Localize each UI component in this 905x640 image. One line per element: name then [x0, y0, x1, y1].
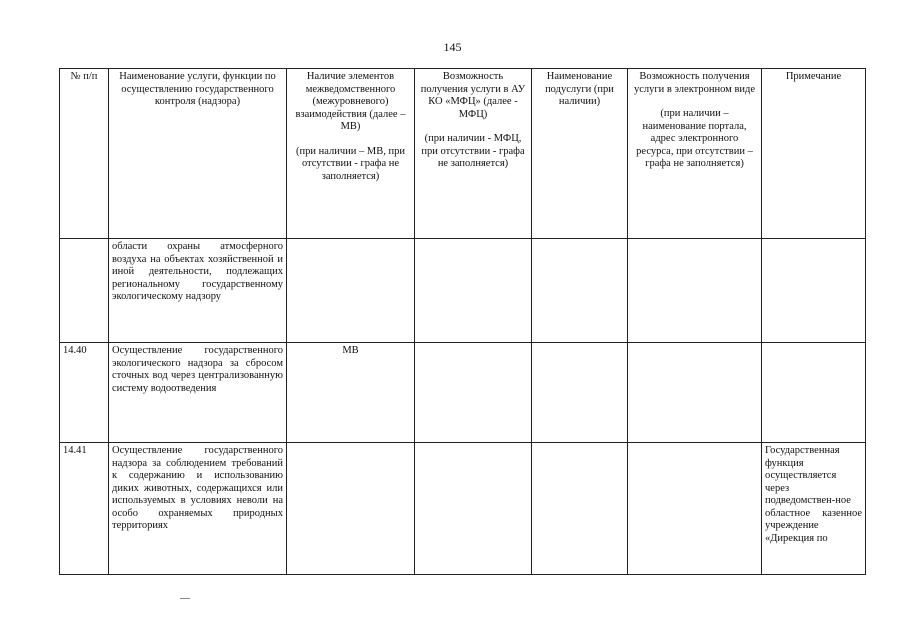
row-electronic	[628, 343, 762, 443]
row-interagency	[287, 239, 415, 343]
header-electronic	[628, 69, 762, 239]
header-mfc-main: Возможность получения услуги в АУ КО «МФЦ» (далее - МФЦ)	[420, 71, 526, 120]
header-note: Примечание	[762, 69, 866, 239]
header-interagency	[287, 69, 415, 239]
page-number: 145	[443, 40, 462, 54]
row-electronic	[628, 239, 762, 343]
table-row	[60, 343, 866, 443]
row-note: Государственная функция осуществляется через подведомствен-ное областное казенное учреждение «Дирекция по	[762, 443, 866, 575]
row-note	[762, 239, 866, 343]
row-subservice	[532, 443, 628, 575]
table-header-row	[60, 69, 866, 239]
header-mfc	[415, 69, 532, 239]
row-interagency	[287, 443, 415, 575]
row-number: 14.41	[60, 443, 109, 575]
header-interagency-note: (при наличии – МВ, при отсутствии - графа не заполняется)	[296, 145, 405, 182]
header-electronic-main: Возможность получения услуги в электронном виде	[633, 71, 756, 95]
row-note	[762, 343, 866, 443]
row-interagency: МВ	[287, 343, 415, 443]
table-row	[60, 443, 866, 575]
row-service-name: области охраны атмосферного воздуха на объектах хозяйственной и иной деятельности, подлежащих региональному государственному экологическому надзору	[109, 239, 287, 343]
row-subservice	[532, 343, 628, 443]
header-service-name: Наименование услуги, функции по осуществлению государственного контроля (надзора)	[109, 69, 287, 239]
row-number	[60, 239, 109, 343]
row-electronic	[628, 443, 762, 575]
row-mfc	[415, 343, 532, 443]
header-number: № п/п	[60, 69, 109, 239]
row-subservice	[532, 239, 628, 343]
table-row	[60, 239, 866, 343]
header-interagency-main: Наличие элементов межведомственного (межуровневого) взаимодействия (далее – МВ)	[295, 71, 406, 132]
row-service-name: Осуществление государственного экологического надзора за сбросом сточных вод через централизованную систему водоотведения	[109, 343, 287, 443]
row-service-name: Осуществление государственного надзора за соблюдением требований к содержанию и использованию диких животных, содержащихся или используемых в условиях неволи на особо охраняемых природных территориях	[109, 443, 287, 575]
header-electronic-note: (при наличии – наименование портала, адрес электронного ресурса, при отсутствии – графа не заполняется)	[636, 108, 753, 169]
row-mfc	[415, 443, 532, 575]
header-subservice: Наименование подуслуги (при наличии)	[532, 69, 628, 239]
services-table	[59, 68, 866, 575]
scan-mark	[180, 598, 190, 599]
row-number: 14.40	[60, 343, 109, 443]
row-mfc	[415, 239, 532, 343]
header-mfc-note: (при наличии - МФЦ, при отсутствии - графа не заполняется)	[421, 133, 525, 169]
